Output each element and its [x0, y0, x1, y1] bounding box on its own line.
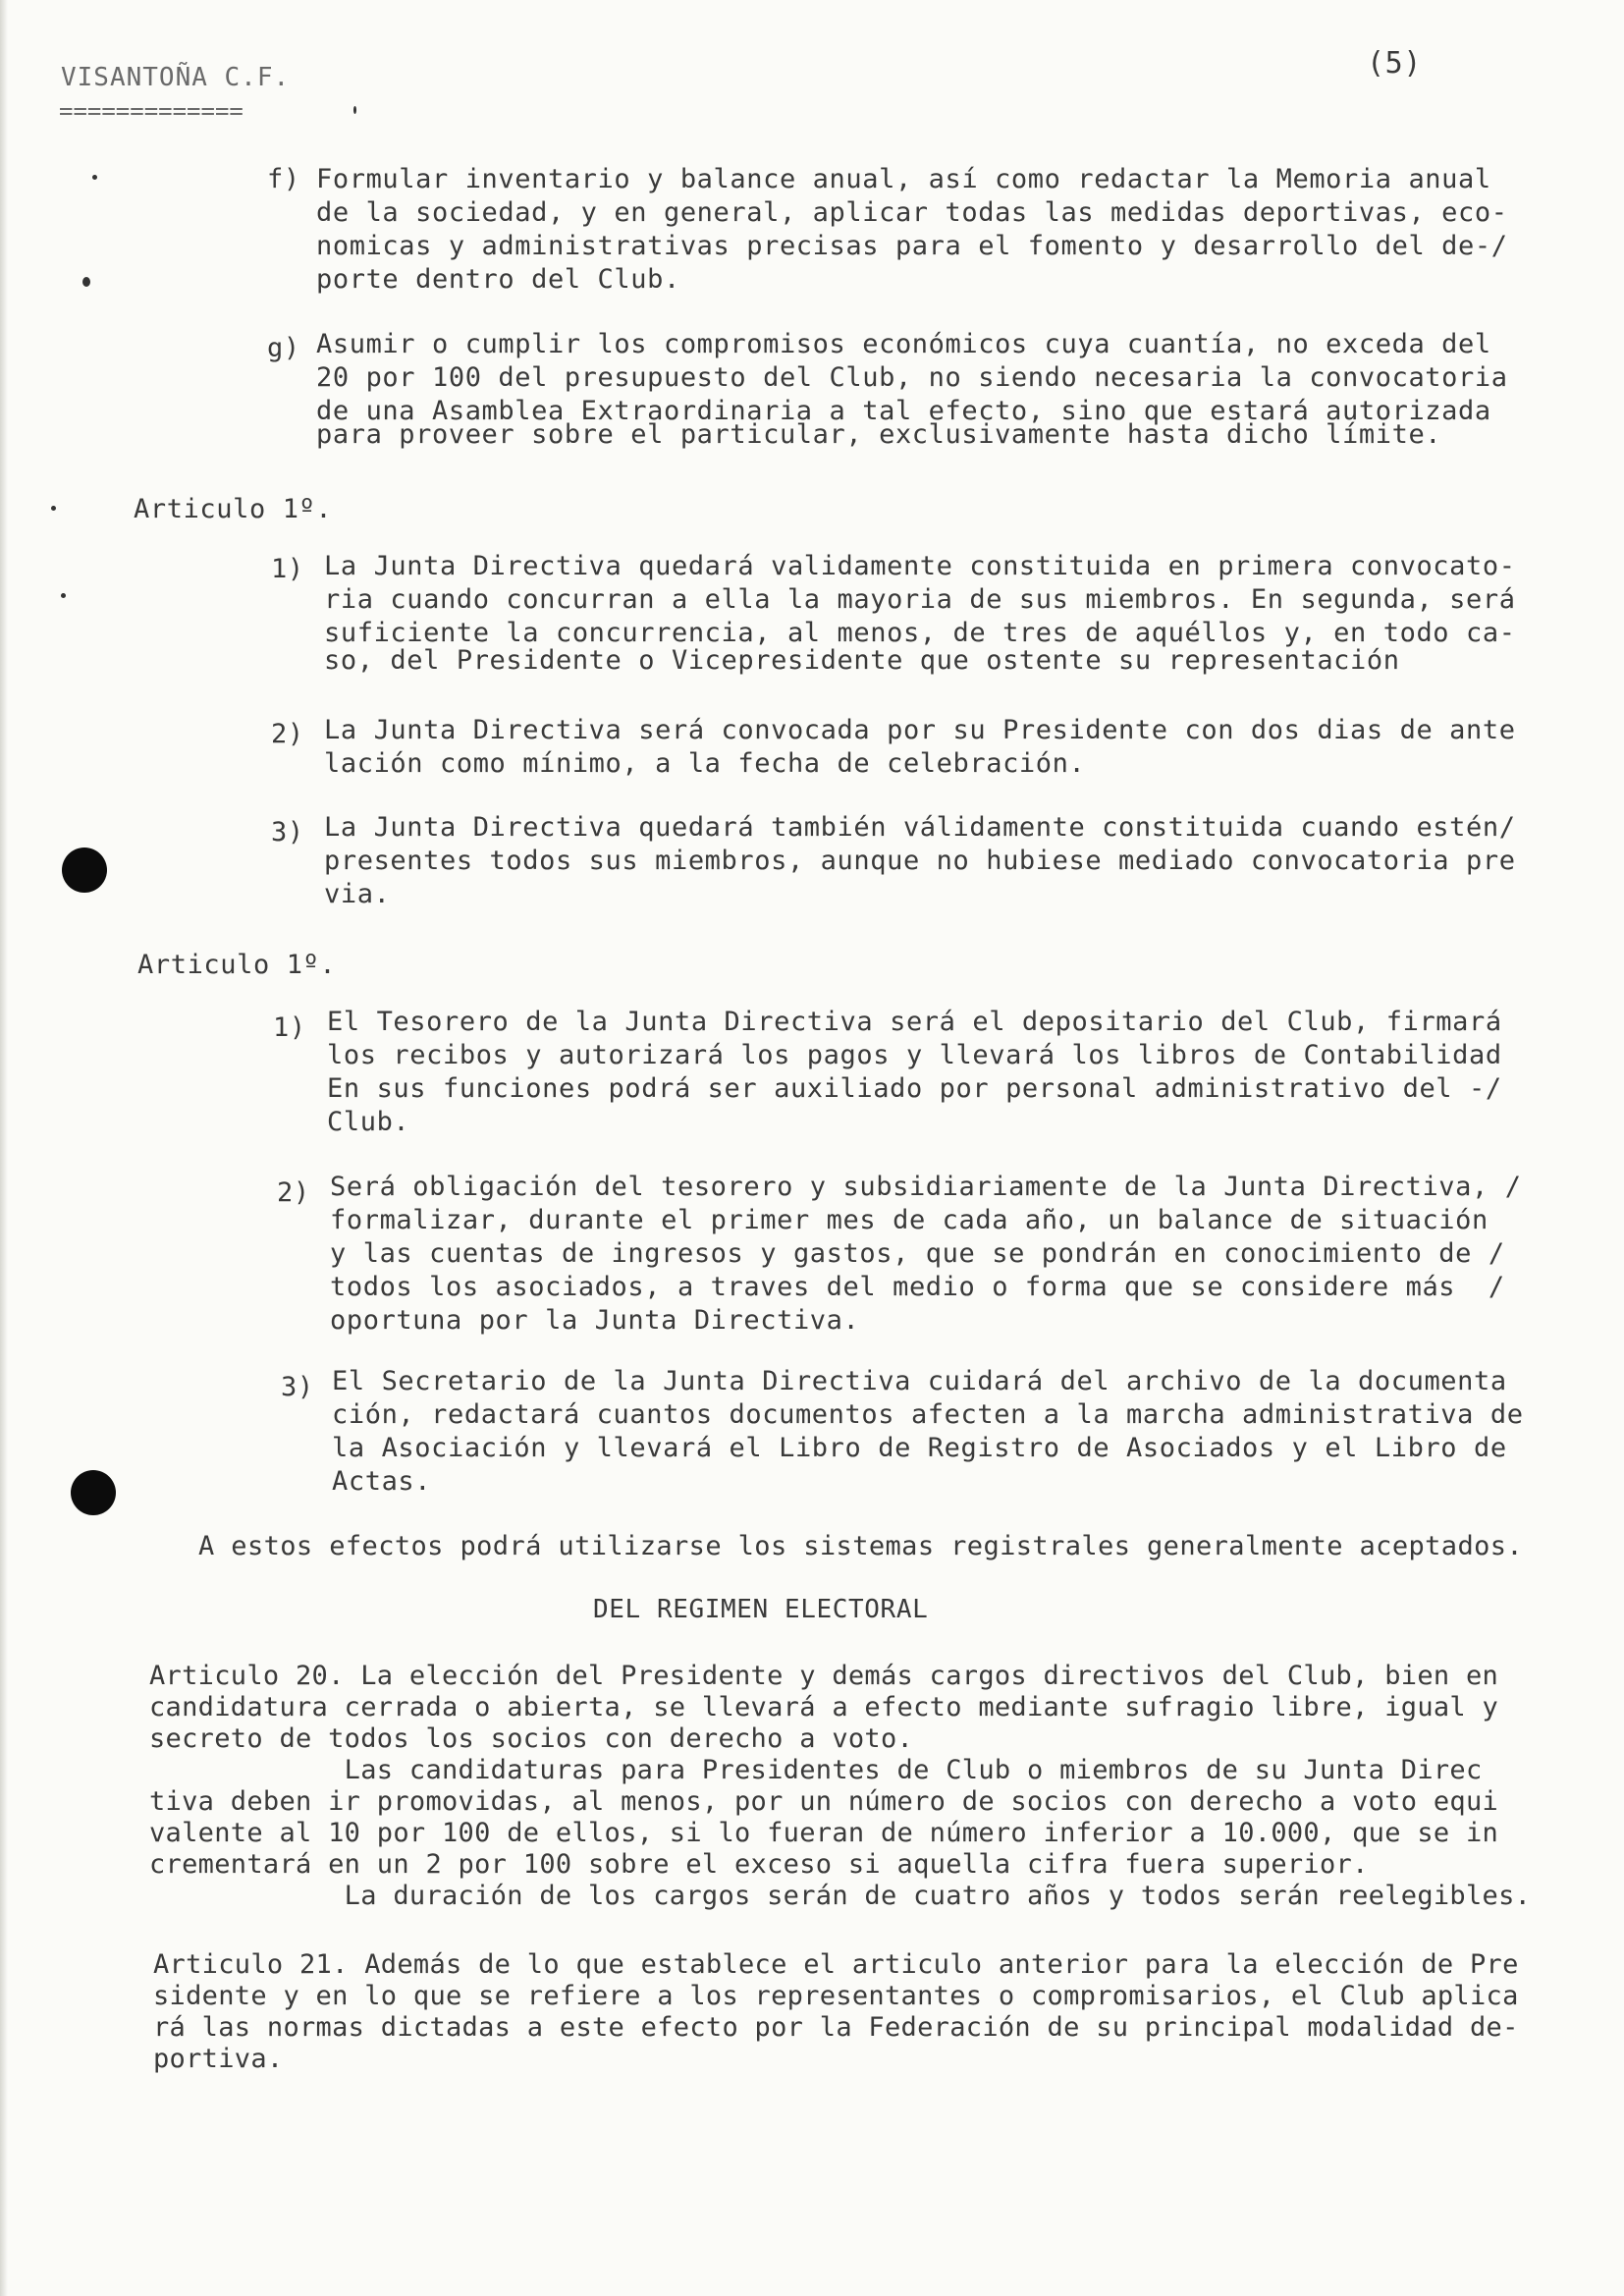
scan-speck — [353, 106, 356, 114]
art-a-item-2-line-1: La Junta Directiva será convocada por su Presidente con dos dias de ante — [324, 715, 1516, 745]
item-f-line-4: porte dentro del Club. — [316, 264, 680, 295]
art-20-line-7: crementará en un 2 por 100 sobre el exceso si aquella cifra fuera superior. — [149, 1849, 1369, 1880]
art-20-line-1: Articulo 20. La elección del Presidente y demás cargos directivos del Club, bien en — [149, 1661, 1499, 1691]
art-b-item-2-line-3: y las cuentas de ingresos y gastos, que se pondrán en conocimiento de / — [330, 1238, 1505, 1269]
item-g-line-1: Asumir o cumplir los compromisos económicos cuya cuantía, no exceda del — [316, 329, 1491, 359]
art-a-item-1-line-4: so, del Presidente o Vicepresidente que ostente su representación — [324, 645, 1400, 676]
art-20-line-8: La duración de los cargos serán de cuatro años y todos serán reelegibles. — [149, 1881, 1532, 1911]
art-a-item-1-marker: 1) — [271, 554, 304, 584]
art-a-item-1-line-2: ria cuando concurran a ella la mayoria de sus miembros. En segunda, será — [324, 584, 1516, 615]
art-20-line-3: secreto de todos los socios con derecho a voto. — [149, 1723, 914, 1754]
club-name: VISANTOÑA C.F. — [61, 63, 291, 92]
art-a-item-3-line-3: via. — [324, 879, 391, 909]
item-f-line-3: nomicas y administrativas precisas para el fomento y desarrollo del de-/ — [316, 231, 1508, 261]
item-g-line-2: 20 por 100 del presupuesto del Club, no siendo necesaria la convocatoria — [316, 362, 1508, 393]
art-a-heading: Articulo 1º. — [134, 494, 333, 524]
art-a-item-3-marker: 3) — [271, 817, 304, 847]
art-a-item-1-line-3: suficiente la concurrencia, al menos, de tres de aquéllos y, en todo ca- — [324, 618, 1516, 648]
art-b-item-3-line-3: la Asociación y llevará el Libro de Registro de Asociados y el Libro de — [332, 1433, 1507, 1463]
art-b-item-1-line-3: En sus funciones podrá ser auxiliado por personal administrativo del -/ — [327, 1073, 1502, 1104]
art-b-item-1-line-1: El Tesorero de la Junta Directiva será el depositario del Club, firmará — [327, 1007, 1502, 1037]
art-b-item-2-line-4: todos los asociados, a traves del medio o forma que se considere más / — [330, 1272, 1505, 1302]
art-b-item-3-line-2: ción, redactará cuantos documentos afecten a la marcha administrativa de — [332, 1399, 1524, 1430]
item-g-line-3: de una Asamblea Extraordinaria a tal efecto, sino que estará autorizada — [316, 396, 1491, 426]
club-name-underline: ============= — [59, 97, 244, 125]
art-a-item-1-line-1: La Junta Directiva quedará validamente constituida en primera convocato- — [324, 551, 1516, 581]
art-b-item-1-line-2: los recibos y autorizará los pagos y llevará los libros de Contabilidad — [327, 1040, 1502, 1070]
art-b-item-1-marker: 1) — [273, 1012, 306, 1043]
art-20-line-4: Las candidaturas para Presidentes de Club o miembros de su Junta Direc — [149, 1755, 1483, 1785]
art-21-line-4: portiva. — [153, 2044, 284, 2074]
art-a-item-3-line-2: presentes todos sus miembros, aunque no hubiese mediado convocatoria pre — [324, 846, 1516, 876]
scan-speck — [92, 175, 97, 180]
art-b-item-3-line-1: El Secretario de la Junta Directiva cuidará del archivo de la documenta — [332, 1366, 1507, 1396]
art-21-line-3: rá las normas dictadas a este efecto por la Federación de su principal modalidad de- — [153, 2012, 1519, 2043]
binder-hole-upper — [62, 847, 107, 893]
art-21-line-1: Articulo 21. Además de lo que establece el articulo anterior para la elección de Pre — [153, 1949, 1519, 1980]
art-21-line-2: sidente y en lo que se refiere a los representantes o compromisarios, el Club aplica — [153, 1981, 1519, 2011]
art-b-item-3-marker: 3) — [281, 1372, 314, 1402]
item-f-line-1: Formular inventario y balance anual, así como redactar la Memoria anual — [316, 164, 1491, 194]
scan-speck — [61, 593, 66, 598]
art-b-item-2-line-2: formalizar, durante el primer mes de cada año, un balance de situación — [330, 1205, 1489, 1235]
item-g-marker: g) — [267, 333, 300, 363]
scan-edge-shadow — [0, 0, 8, 2296]
art-b-heading: Articulo 1º. — [137, 950, 337, 980]
art-20-line-5: tiva deben ir promovidas, al menos, por un número de socios con derecho a voto equi — [149, 1786, 1499, 1817]
art-b-item-2-marker: 2) — [277, 1177, 310, 1208]
art-20-line-6: valente al 10 por 100 de ellos, si lo fueran de número inferior a 10.000, que se in — [149, 1818, 1499, 1848]
page-number: (5) — [1367, 46, 1422, 81]
art-b-item-2-line-1: Será obligación del tesorero y subsidiariamente de la Junta Directiva, / — [330, 1172, 1522, 1202]
art-a-item-2-line-2: lación como mínimo, a la fecha de celebración. — [324, 748, 1086, 779]
art-b-item-3-line-4: Actas. — [332, 1466, 432, 1497]
binder-hole-lower — [71, 1470, 116, 1515]
art-a-item-3-line-1: La Junta Directiva quedará también válidamente constituida cuando estén/ — [324, 812, 1516, 843]
art-a-item-2-marker: 2) — [271, 719, 304, 749]
effects-line: A estos efectos podrá utilizarse los sistemas registrales generalmente aceptados. — [198, 1531, 1524, 1561]
scan-speck — [82, 277, 90, 287]
item-f-line-2: de la sociedad, y en general, aplicar todas las medidas deportivas, eco- — [316, 197, 1508, 228]
item-g-line-4: para proveer sobre el particular, exclusivamente hasta dicho límite. — [316, 419, 1442, 450]
item-f-marker: f) — [267, 164, 300, 194]
scan-speck — [51, 506, 56, 511]
art-b-item-2-line-5: oportuna por la Junta Directiva. — [330, 1305, 860, 1336]
section-title: DEL REGIMEN ELECTORAL — [593, 1595, 929, 1624]
art-b-item-1-line-4: Club. — [327, 1107, 410, 1137]
art-20-line-2: candidatura cerrada o abierta, se llevará a efecto mediante sufragio libre, igual y — [149, 1692, 1499, 1722]
